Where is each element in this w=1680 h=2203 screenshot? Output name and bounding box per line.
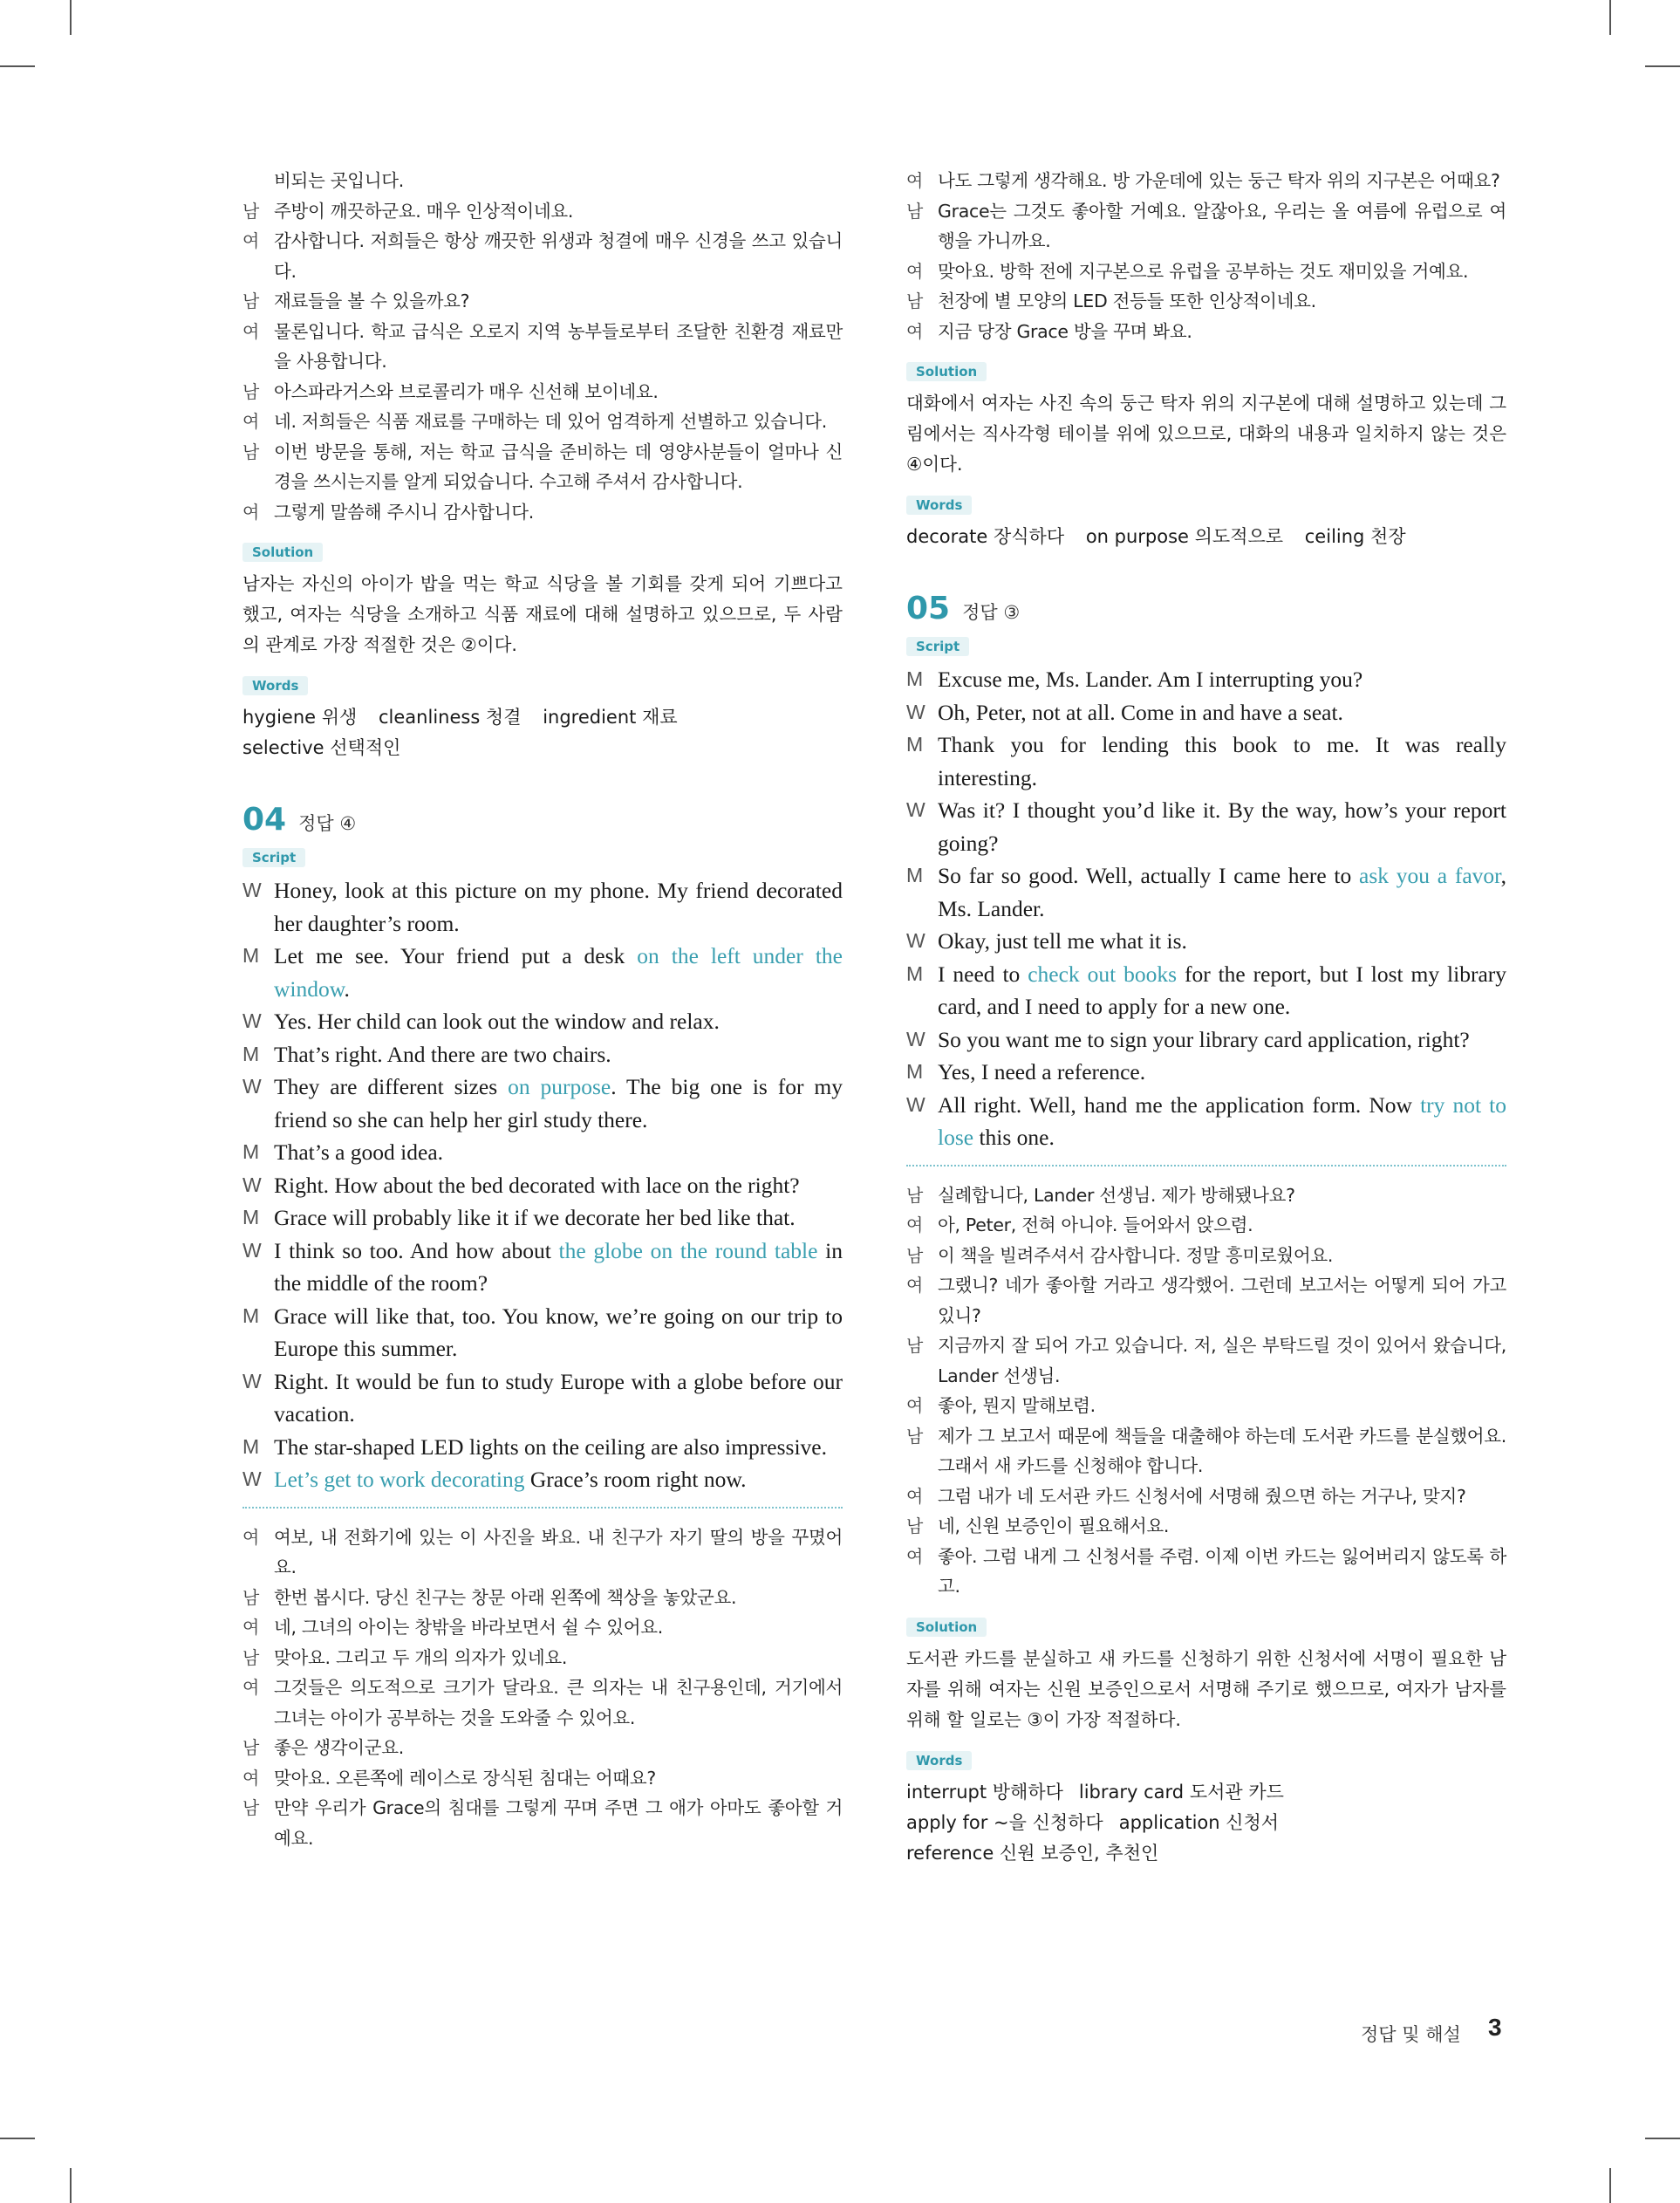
dialogue-text: 여보, 내 전화기에 있는 이 사진을 봐요. 내 친구가 자기 딸의 방을 꾸몄어요. xyxy=(274,1526,843,1577)
dialogue-text: 재료들을 볼 수 있을까요? xyxy=(274,291,470,311)
dialogue-line xyxy=(906,1180,1506,1211)
text-run: Let me see. Your friend put a desk xyxy=(274,943,638,968)
dialogue-text: 이번 방문을 통해, 저는 학교 급식을 준비하는 데 영양사분들이 얼마나 신경을 쓰시는지를 알게 되었습니다. 수고해 주셔서 감사합니다. xyxy=(274,441,843,492)
dialogue-text xyxy=(274,1300,843,1365)
dialogue-line xyxy=(242,317,843,377)
question-header xyxy=(906,591,1506,626)
dialogue-line xyxy=(906,1270,1506,1331)
speaker-label: 여 xyxy=(906,1214,924,1235)
dialogue-line xyxy=(906,196,1506,257)
dialogue-text xyxy=(938,1089,1506,1154)
dialogue-text xyxy=(938,794,1506,859)
dialogue-line xyxy=(242,1136,843,1169)
speaker-label: 남 xyxy=(906,1244,924,1266)
dialogue-line xyxy=(906,663,1506,696)
question-header xyxy=(242,802,843,838)
speaker-label: 남 xyxy=(242,200,260,222)
text-run: All right. Well, hand me the application form. Now xyxy=(938,1091,1421,1118)
speaker-label: 여 xyxy=(906,170,924,191)
dialogue-line xyxy=(906,1056,1506,1089)
dialogue-line xyxy=(242,1583,843,1613)
text-run: . The big one is for my friend so she can help her girl study there. xyxy=(274,1074,843,1132)
word-line xyxy=(906,1808,1506,1838)
dialogue-text xyxy=(938,1056,1506,1089)
text-run: , Ms. Lander. xyxy=(938,863,1506,921)
word-line xyxy=(906,1777,1506,1808)
dialogue-line xyxy=(242,166,843,196)
speaker-label: 남 xyxy=(906,1335,924,1356)
dialogue-text: 물론입니다. 학교 급식은 오로지 지역 농부들로부터 조달한 친환경 재료만을 사용합니다. xyxy=(274,320,843,372)
words-tag: Words xyxy=(906,496,972,515)
text-run: That’s right. And there are two chairs. xyxy=(274,1041,611,1067)
dialogue-line xyxy=(242,1005,843,1038)
dialogue-text xyxy=(274,1365,843,1431)
korean-translation xyxy=(242,166,843,527)
dialogue-line xyxy=(906,1089,1506,1154)
dialogue-line xyxy=(242,1431,843,1464)
text-run: Grace will probably like it if we decorate her bed like that. xyxy=(274,1205,796,1230)
speaker-label: M xyxy=(242,1434,260,1458)
word-entry: library card 도서관 카드 xyxy=(1078,1781,1284,1803)
dialogue-line xyxy=(242,1169,843,1202)
speaker-label: 여 xyxy=(242,1526,260,1548)
dialogue-text xyxy=(274,1071,843,1136)
dialogue-text xyxy=(274,1431,843,1464)
text-run: Right. It would be fun to study Europe with a globe before our vacation. xyxy=(274,1368,843,1426)
korean-translation xyxy=(906,1180,1506,1602)
speaker-label: 여 xyxy=(906,1275,924,1296)
dialogue-line xyxy=(242,1673,843,1733)
text-run: in the middle of the room? xyxy=(274,1237,843,1296)
left-column xyxy=(242,166,843,1853)
words-tag: Words xyxy=(242,676,308,695)
dialogue-line xyxy=(906,1511,1506,1542)
dialogue-line xyxy=(242,874,843,940)
speaker-label: M xyxy=(906,1060,924,1083)
dialogue-line xyxy=(906,1421,1506,1481)
dialogue-line xyxy=(906,166,1506,196)
word-entry: application 신청서 xyxy=(1118,1811,1280,1833)
text-run: Oh, Peter, not at all. Come in and have a seat. xyxy=(938,699,1343,725)
dialogue-line xyxy=(242,1038,843,1071)
text-run: for the report, but I lost my library card, and I need to apply for a new one. xyxy=(938,961,1506,1019)
korean-translation xyxy=(242,1522,843,1854)
dialogue-line xyxy=(906,696,1506,729)
speaker-label: W xyxy=(242,1009,262,1032)
highlighted-phrase: try not to lose xyxy=(938,1091,1506,1150)
dialogue-line xyxy=(242,1300,843,1365)
word-entry: interrupt 방해하다 xyxy=(906,1781,1063,1803)
dialogue-line xyxy=(906,925,1506,958)
dialogue-line xyxy=(906,286,1506,317)
answer-label: 정답 ④ xyxy=(298,813,357,834)
dialogue-text: 그럼 내가 네 도서관 카드 신청서에 서명해 줬으면 하는 거구나, 맞지? xyxy=(938,1485,1466,1507)
dialogue-text xyxy=(938,925,1506,958)
speaker-label: 남 xyxy=(242,1586,260,1608)
dialogue-text: 지금 당장 Grace 방을 꾸며 봐요. xyxy=(938,320,1192,342)
dialogue-text: 그렇게 말씀해 주시니 감사합니다. xyxy=(274,501,534,523)
dotted-divider xyxy=(242,1507,843,1509)
dialogue-text: 네. 저희들은 식품 재료를 구매하는 데 있어 엄격하게 선별하고 있습니다. xyxy=(274,411,827,432)
text-run: Excuse me, Ms. Lander. Am I interrupting you? xyxy=(938,667,1363,692)
script-tag: Script xyxy=(242,848,305,867)
dialogue-line xyxy=(906,859,1506,925)
speaker-label: M xyxy=(242,1303,260,1327)
text-run: Grace will like that, too. You know, we’re going on our trip to Europe this summer. xyxy=(274,1303,843,1361)
dialogue-text: 만약 우리가 Grace의 침대를 그렇게 꾸며 주면 그 애가 아마도 좋아할 거예요. xyxy=(274,1797,843,1849)
solution-tag: Solution xyxy=(242,543,323,562)
dialogue-text: 아, Peter, 전혀 아니야. 들어와서 앉으렴. xyxy=(938,1214,1253,1235)
speaker-label: 남 xyxy=(242,380,260,402)
dialogue-line xyxy=(242,1793,843,1853)
question-number: 05 xyxy=(906,591,951,626)
speaker-label: W xyxy=(906,700,925,723)
dialogue-text xyxy=(274,1235,843,1300)
dialogue-text: 지금까지 잘 되어 가고 있습니다. 저, 실은 부탁드릴 것이 있어서 왔습니다, Lander 선생님. xyxy=(938,1335,1506,1386)
speaker-label: 여 xyxy=(242,1617,260,1638)
dialogue-line xyxy=(242,1643,843,1673)
dialogue-text: 주방이 깨끗하군요. 매우 인상적이네요. xyxy=(274,200,574,222)
speaker-label: 여 xyxy=(242,1767,260,1789)
text-run: Grace’s room right now. xyxy=(524,1467,747,1492)
dialogue-text xyxy=(274,1038,843,1071)
speaker-label: 남 xyxy=(906,1184,924,1206)
speaker-label: W xyxy=(242,1238,262,1262)
script-tag: Script xyxy=(906,637,969,656)
speaker-label: W xyxy=(242,879,262,901)
solution-tag: Solution xyxy=(906,1618,987,1637)
dialogue-line xyxy=(242,1522,843,1583)
dialogue-text xyxy=(274,1201,843,1235)
word-entry: hygiene 위생 xyxy=(242,707,358,728)
speaker-label: 여 xyxy=(906,1485,924,1507)
crop-mark xyxy=(0,65,35,67)
speaker-label: W xyxy=(906,1092,925,1116)
text-run: I need to xyxy=(938,961,1028,987)
speaker-label: 남 xyxy=(906,1515,924,1536)
speaker-label: M xyxy=(242,1206,260,1228)
dialogue-line xyxy=(242,1763,843,1794)
dialogue-text xyxy=(938,663,1506,696)
text-run: I think so too. And how about xyxy=(274,1237,559,1263)
speaker-label: 여 xyxy=(242,501,260,523)
dialogue-text xyxy=(274,1169,843,1202)
solution-text: 대화에서 여자는 사진 속의 둥근 탁자 위의 지구본에 대해 설명하고 있는데 그림에서는 직사각형 테이블 위에 있으므로, 대화의 내용과 일치하지 않는 것은 ④이다. xyxy=(906,393,1506,475)
dialogue-text: 그랬니? 네가 좋아할 거라고 생각했어. 그런데 보고서는 어떻게 되어 가고 있니? xyxy=(938,1275,1506,1326)
dialogue-text: 비되는 곳입니다. xyxy=(274,170,404,191)
highlighted-phrase: the globe on the round table xyxy=(558,1237,818,1263)
dialogue-line xyxy=(242,1071,843,1136)
speaker-label: 남 xyxy=(242,1797,260,1818)
dialogue-text: 아스파라거스와 브로콜리가 매우 신선해 보이네요. xyxy=(274,380,659,402)
dialogue-line xyxy=(906,1241,1506,1271)
solution-tag: Solution xyxy=(906,362,987,381)
words-tag: Words xyxy=(906,1751,972,1770)
dialogue-text xyxy=(274,1136,843,1169)
speaker-label: W xyxy=(242,1468,262,1490)
dialogue-text: 맞아요. 방학 전에 지구본으로 유럽을 공부하는 것도 재미있을 거예요. xyxy=(938,260,1469,282)
text-run: Yes. Her child can look out the window and relax. xyxy=(274,1009,720,1034)
text-run: So far so good. Well, actually I came here to xyxy=(938,863,1359,888)
dialogue-line xyxy=(242,377,843,407)
text-run: They are different sizes xyxy=(274,1074,509,1099)
dialogue-text xyxy=(274,1005,843,1038)
text-run: Yes, I need a reference. xyxy=(938,1059,1146,1084)
dialogue-line xyxy=(906,1023,1506,1057)
crop-mark xyxy=(1645,65,1680,67)
text-run: Thank you for lending this book to me. It was really interesting. xyxy=(938,732,1506,790)
dialogue-line xyxy=(906,794,1506,859)
dialogue-text: 맞아요. 오른쪽에 레이스로 장식된 침대는 어때요? xyxy=(274,1767,656,1789)
dialogue-text: 맞아요. 그리고 두 개의 의자가 있네요. xyxy=(274,1646,568,1668)
speaker-label: 여 xyxy=(242,230,260,251)
dialogue-text xyxy=(274,940,843,1005)
speaker-label: M xyxy=(242,944,260,967)
speaker-label: 남 xyxy=(906,200,924,222)
speaker-label: 여 xyxy=(242,1677,260,1698)
speaker-label: 여 xyxy=(906,260,924,282)
speaker-label: 남 xyxy=(242,1737,260,1758)
dialogue-text: 좋은 생각이군요. xyxy=(274,1737,404,1758)
dialogue-line xyxy=(242,437,843,497)
word-entry: apply for ~을 신청하다 xyxy=(906,1811,1103,1833)
speaker-label: M xyxy=(242,1042,260,1065)
dialogue-line xyxy=(906,1481,1506,1512)
dialogue-text: 감사합니다. 저희들은 항상 깨끗한 위생과 청결에 매우 신경을 쓰고 있습니다. xyxy=(274,230,843,282)
speaker-label: W xyxy=(242,1075,262,1098)
text-run: Right. How about the bed decorated with lace on the right? xyxy=(274,1172,800,1198)
dialogue-line xyxy=(242,1733,843,1763)
dialogue-text: 실례합니다, Lander 선생님. 제가 방해됐나요? xyxy=(938,1184,1295,1206)
dialogue-line xyxy=(906,1331,1506,1391)
speaker-label: M xyxy=(906,864,924,886)
dialogue-text: 좋아. 그럼 내게 그 신청서를 주렴. 이제 이번 카드는 잃어버리지 않도록 하고. xyxy=(938,1545,1506,1597)
speaker-label: W xyxy=(242,1173,262,1196)
footer-label: 정답 및 해설 xyxy=(1361,2024,1461,2045)
text-run: That’s a good idea. xyxy=(274,1139,444,1165)
dialogue-text xyxy=(938,1023,1506,1057)
dialogue-text: 네, 신원 보증인이 필요해서요. xyxy=(938,1515,1170,1536)
crop-mark xyxy=(1609,2168,1611,2203)
solution-text: 도서관 카드를 분실하고 새 카드를 신청하기 위한 신청서에 서명이 필요한 남자를 위해 여자는 신원 보증인으로서 서명해 주기로 했으므로, 여자가 남자를 위해 할 일로는 ③이 가장 적절하다. xyxy=(906,1647,1506,1730)
dialogue-text: 천장에 별 모양의 LED 전등들 또한 인상적이네요. xyxy=(938,291,1316,311)
dialogue-line xyxy=(906,1542,1506,1602)
crop-mark xyxy=(1609,0,1611,35)
dialogue-text xyxy=(274,1463,843,1496)
speaker-label: 여 xyxy=(906,320,924,342)
word-line xyxy=(906,1838,1506,1869)
dialogue-line xyxy=(242,1463,843,1496)
dialogue-text: 이 책을 빌려주셔서 감사합니다. 정말 흥미로웠어요. xyxy=(938,1244,1334,1266)
page-number: 3 xyxy=(1488,2014,1502,2041)
dialogue-line xyxy=(906,257,1506,287)
dialogue-line xyxy=(242,1612,843,1643)
speaker-label: 여 xyxy=(242,411,260,432)
speaker-label: M xyxy=(906,667,924,690)
highlighted-phrase: on the left under the window xyxy=(274,943,843,1002)
text-run: . xyxy=(344,975,350,1002)
words-list xyxy=(906,1777,1506,1869)
dialogue-text xyxy=(938,859,1506,925)
solution-text: 남자는 자신의 아이가 밥을 먹는 학교 식당을 볼 기회를 갖게 되어 기쁘다고 했고, 여자는 식당을 소개하고 식품 재료에 대해 설명하고 있으므로, 두 사람의 관계로 가장 적절한 것은 ②이다. xyxy=(242,573,843,655)
dotted-divider xyxy=(906,1165,1506,1166)
text-run: this one. xyxy=(973,1125,1055,1150)
dialogue-line xyxy=(242,407,843,437)
dialogue-line xyxy=(242,226,843,286)
speaker-label: 남 xyxy=(242,441,260,462)
word-entry: reference 신원 보증인, 추천인 xyxy=(906,1842,1159,1864)
word-entry: ceiling 천장 xyxy=(1304,526,1406,547)
crop-mark xyxy=(1645,2138,1680,2139)
speaker-label: 남 xyxy=(242,1646,260,1668)
english-script xyxy=(906,663,1506,1154)
dialogue-line xyxy=(242,940,843,1005)
dialogue-line xyxy=(242,1365,843,1431)
dialogue-line xyxy=(906,1391,1506,1421)
words-list xyxy=(242,702,843,763)
answer-label: 정답 ③ xyxy=(962,602,1021,623)
right-column xyxy=(906,166,1506,1869)
dialogue-text xyxy=(938,696,1506,729)
speaker-label: 여 xyxy=(242,320,260,342)
text-run: Okay, just tell me what it is. xyxy=(938,928,1187,954)
korean-translation xyxy=(906,166,1506,346)
word-entry: ingredient 재료 xyxy=(543,707,678,728)
speaker-label: M xyxy=(906,733,924,756)
highlighted-phrase: on purpose xyxy=(508,1074,611,1099)
dialogue-line xyxy=(906,729,1506,794)
speaker-label: W xyxy=(242,1369,262,1392)
speaker-label: 남 xyxy=(242,291,260,311)
text-run: The star-shaped LED lights on the ceiling are also impressive. xyxy=(274,1433,827,1460)
dialogue-text: 좋아, 뭔지 말해보렴. xyxy=(938,1395,1096,1416)
speaker-label: M xyxy=(906,961,924,985)
speaker-label: 여 xyxy=(906,1545,924,1567)
speaker-label: M xyxy=(242,1140,260,1163)
dialogue-text: Grace는 그것도 좋아할 거예요. 알잖아요, 우리는 올 여름에 유럽으로 여행을 가니까요. xyxy=(938,200,1506,251)
highlighted-phrase: ask you a favor xyxy=(1359,863,1501,888)
word-entry: on purpose 의도적으로 xyxy=(1085,526,1284,547)
word-entry: cleanliness 청결 xyxy=(379,707,522,728)
dialogue-text: 그것들은 의도적으로 크기가 달라요. 큰 의자는 내 친구용인데, 거기에서 그녀는 아이가 공부하는 것을 도와줄 수 있어요. xyxy=(274,1677,843,1728)
text-run: So you want me to sign your library card application, right? xyxy=(938,1026,1470,1052)
text-run: Honey, look at this picture on my phone. My friend decorated her daughter’s room. xyxy=(274,878,843,936)
dialogue-text xyxy=(938,958,1506,1023)
dialogue-line xyxy=(906,1210,1506,1241)
dialogue-line xyxy=(906,958,1506,1023)
word-entry: selective 선택적인 xyxy=(242,737,401,758)
speaker-label: 여 xyxy=(906,1395,924,1416)
dialogue-text: 나도 그렇게 생각해요. 방 가운데에 있는 둥근 탁자 위의 지구본은 어때요? xyxy=(938,170,1500,191)
highlighted-phrase: check out books xyxy=(1028,961,1178,987)
dialogue-text: 한번 봅시다. 당신 친구는 창문 아래 왼쪽에 책상을 놓았군요. xyxy=(274,1586,737,1608)
dialogue-text xyxy=(274,874,843,940)
word-entry: decorate 장식하다 xyxy=(906,526,1065,547)
dialogue-text: 제가 그 보고서 때문에 책들을 대출해야 하는데 도서관 카드를 분실했어요. 그래서 새 카드를 신청해야 합니다. xyxy=(938,1425,1506,1476)
speaker-label: W xyxy=(906,929,925,952)
dialogue-line xyxy=(242,1235,843,1300)
dialogue-text: 네, 그녀의 아이는 창밖을 바라보면서 쉴 수 있어요. xyxy=(274,1617,664,1638)
words-list xyxy=(906,522,1506,552)
dialogue-line xyxy=(242,497,843,528)
crop-mark xyxy=(0,2138,35,2139)
dialogue-line xyxy=(242,1201,843,1235)
speaker-label: 남 xyxy=(906,1425,924,1447)
crop-mark xyxy=(70,0,72,35)
dialogue-line xyxy=(242,196,843,227)
crop-mark xyxy=(70,2168,72,2203)
speaker-label: 남 xyxy=(906,291,924,311)
dialogue-line xyxy=(906,317,1506,347)
text-run: Was it? I thought you’d like it. By the way, how’s your report going? xyxy=(938,797,1506,856)
dialogue-line xyxy=(242,286,843,317)
english-script xyxy=(242,874,843,1496)
speaker-label: W xyxy=(906,798,925,821)
highlighted-phrase: Let’s get to work decorating xyxy=(274,1467,525,1492)
speaker-label: W xyxy=(906,1027,925,1050)
question-number: 04 xyxy=(242,802,287,838)
dialogue-text xyxy=(938,729,1506,794)
